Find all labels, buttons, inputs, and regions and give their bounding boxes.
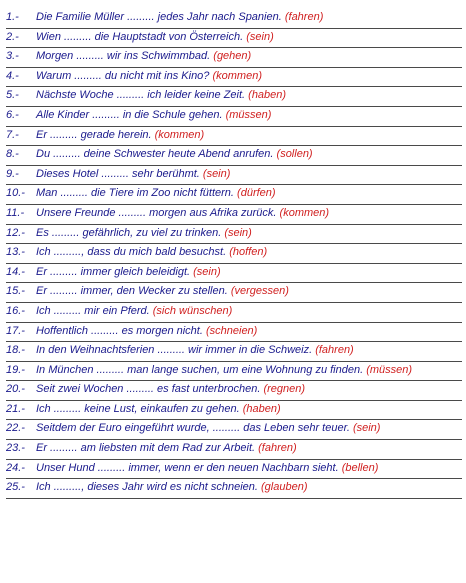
sentence-text: Er ......... am liebsten mit dem Rad zur Arbeit. bbox=[36, 442, 256, 455]
verb-hint: (fahren) bbox=[258, 442, 297, 455]
exercise-row bbox=[6, 68, 462, 88]
exercise-sentence bbox=[36, 284, 289, 298]
verb-hint: (sich wünschen) bbox=[152, 304, 233, 317]
verb-hint: (vergessen) bbox=[230, 285, 289, 298]
sentence-text: Ich ........., dieses Jahr wird es nicht schneien. bbox=[36, 481, 258, 494]
exercise-row bbox=[6, 440, 462, 460]
exercise-number: 4.- bbox=[6, 69, 19, 82]
sentence-text: Ich ......... mir ein Pferd. bbox=[36, 304, 150, 317]
sentence-text: Er ......... immer gleich beleidigt. bbox=[36, 265, 191, 278]
exercise-sentence bbox=[36, 421, 380, 435]
exercise-row bbox=[6, 87, 462, 107]
exercise-sentence bbox=[36, 30, 274, 44]
exercise-sentence bbox=[36, 147, 313, 161]
exercise-row bbox=[6, 185, 462, 205]
sentence-text: Morgen ......... wir ins Schwimmbad. bbox=[36, 50, 211, 63]
exercise-sentence bbox=[36, 265, 221, 279]
exercise-row bbox=[6, 205, 462, 225]
exercise-number: 20.- bbox=[6, 383, 25, 396]
exercise-row bbox=[6, 146, 462, 166]
sentence-text: Nächste Woche ......... ich leider keine Zeit. bbox=[36, 89, 246, 102]
exercise-row bbox=[6, 283, 462, 303]
verb-hint: (dürfen) bbox=[237, 187, 276, 200]
exercise-row bbox=[6, 225, 462, 245]
sentence-text: Ich ......... keine Lust, einkaufen zu gehen. bbox=[36, 402, 240, 415]
exercise-number: 12.- bbox=[6, 226, 25, 239]
sentence-text: Du ......... deine Schwester heute Abend anrufen. bbox=[36, 148, 274, 161]
verb-hint: (kommen) bbox=[279, 206, 330, 219]
verb-hint: (kommen) bbox=[154, 128, 205, 141]
exercise-number: 25.- bbox=[6, 481, 25, 494]
sentence-text: Wien ......... die Hauptstadt von Österreich. bbox=[36, 30, 244, 43]
verb-hint: (kommen) bbox=[212, 69, 262, 82]
exercise-number: 23.- bbox=[6, 442, 25, 455]
exercise-sheet bbox=[6, 9, 462, 499]
exercise-number: 7.- bbox=[6, 128, 19, 141]
exercise-sentence bbox=[36, 441, 297, 455]
exercise-number: 8.- bbox=[6, 148, 19, 161]
verb-hint: (sein) bbox=[193, 265, 221, 278]
exercise-sentence bbox=[36, 480, 307, 494]
exercise-row bbox=[6, 401, 462, 421]
exercise-sentence bbox=[36, 186, 276, 200]
exercise-row bbox=[6, 166, 462, 186]
exercise-row bbox=[6, 420, 462, 440]
exercise-sentence bbox=[36, 402, 281, 416]
exercise-number: 14.- bbox=[6, 265, 25, 278]
sentence-text: Man ......... die Tiere im Zoo nicht füttern. bbox=[36, 187, 234, 200]
exercise-number: 19.- bbox=[6, 363, 25, 376]
verb-hint: (haben) bbox=[242, 402, 281, 415]
exercise-row bbox=[6, 9, 462, 29]
exercise-sentence bbox=[36, 49, 251, 63]
exercise-number: 10.- bbox=[6, 187, 25, 200]
sentence-text: Seitdem der Euro eingeführt wurde, ......... das Leben sehr teuer. bbox=[36, 422, 350, 435]
exercise-row bbox=[6, 264, 462, 284]
exercise-sentence bbox=[36, 363, 412, 377]
sentence-text: Ich ........., dass du mich bald besuchst. bbox=[36, 246, 227, 259]
exercise-row bbox=[6, 323, 462, 343]
exercise-number: 11.- bbox=[6, 206, 25, 219]
exercise-sentence bbox=[36, 10, 323, 24]
exercise-row bbox=[6, 107, 462, 127]
sentence-text: Er ......... gerade herein. bbox=[36, 128, 152, 141]
verb-hint: (haben) bbox=[248, 89, 287, 102]
exercise-sentence bbox=[36, 206, 329, 220]
exercise-sentence bbox=[36, 108, 271, 122]
exercise-sentence bbox=[36, 343, 354, 357]
verb-hint: (sein) bbox=[202, 167, 231, 180]
exercise-row bbox=[6, 48, 462, 68]
exercise-row bbox=[6, 244, 462, 264]
verb-hint: (sein) bbox=[246, 30, 274, 43]
exercise-number: 21.- bbox=[6, 402, 25, 415]
sentence-text: In den Weihnachtsferien ......... wir immer in die Schweiz. bbox=[36, 344, 313, 357]
sentence-text: Die Familie Müller ......... jedes Jahr nach Spanien. bbox=[36, 11, 282, 23]
exercise-number: 16.- bbox=[6, 304, 25, 317]
exercise-row bbox=[6, 342, 462, 362]
sentence-text: Hoffentlich ......... es morgen nicht. bbox=[36, 324, 203, 337]
exercise-number: 9.- bbox=[6, 167, 19, 180]
exercise-sentence bbox=[36, 226, 252, 240]
sentence-text: Unsere Freunde ......... morgen aus Afrika zurück. bbox=[36, 206, 277, 219]
exercise-row bbox=[6, 127, 462, 147]
exercise-row bbox=[6, 29, 462, 49]
sentence-text: Dieses Hotel ......... sehr berühmt. bbox=[36, 167, 200, 180]
sentence-text: Alle Kinder ......... in die Schule gehen. bbox=[36, 108, 223, 121]
sentence-text: In München ......... man lange suchen, um eine Wohnung zu finden. bbox=[36, 363, 364, 376]
exercise-number: 15.- bbox=[6, 285, 25, 298]
verb-hint: (fahren) bbox=[315, 344, 354, 357]
exercise-number: 1.- bbox=[6, 11, 19, 23]
exercise-sentence bbox=[36, 167, 230, 181]
exercise-row bbox=[6, 479, 462, 499]
exercise-row bbox=[6, 362, 462, 382]
exercise-number: 2.- bbox=[6, 30, 19, 43]
sentence-text: Seit zwei Wochen ......... es fast unterbrochen. bbox=[36, 383, 261, 396]
verb-hint: (bellen) bbox=[341, 461, 379, 474]
exercise-number: 5.- bbox=[6, 89, 19, 102]
verb-hint: (sein) bbox=[352, 422, 381, 435]
exercise-row bbox=[6, 460, 462, 480]
exercise-sentence bbox=[36, 69, 262, 83]
exercise-sentence bbox=[36, 461, 378, 475]
verb-hint: (hoffen) bbox=[229, 246, 268, 259]
verb-hint: (regnen) bbox=[263, 383, 306, 396]
verb-hint: (schneien) bbox=[205, 324, 258, 337]
exercise-number: 18.- bbox=[6, 344, 25, 357]
sentence-text: Er ......... immer, den Wecker zu stellen. bbox=[36, 285, 228, 298]
sentence-text: Es ......... gefährlich, zu viel zu trinken. bbox=[36, 226, 222, 239]
sentence-text: Unser Hund ......... immer, wenn er den neuen Nachbarn sieht. bbox=[36, 461, 339, 474]
verb-hint: (gehen) bbox=[213, 50, 252, 63]
sentence-text: Warum ......... du nicht mit ins Kino? bbox=[36, 69, 210, 82]
verb-hint: (fahren) bbox=[284, 11, 324, 23]
verb-hint: (müssen) bbox=[225, 108, 272, 121]
exercise-sentence bbox=[36, 382, 305, 396]
exercise-sentence bbox=[36, 304, 232, 318]
exercise-sentence bbox=[36, 128, 204, 142]
exercise-number: 22.- bbox=[6, 422, 25, 435]
exercise-number: 24.- bbox=[6, 461, 25, 474]
verb-hint: (müssen) bbox=[366, 363, 413, 376]
exercise-sentence bbox=[36, 324, 257, 338]
exercise-number: 6.- bbox=[6, 108, 19, 121]
exercise-number: 17.- bbox=[6, 324, 25, 337]
exercise-sentence bbox=[36, 245, 267, 259]
exercise-row bbox=[6, 303, 462, 323]
exercise-number: 13.- bbox=[6, 246, 25, 259]
exercise-row bbox=[6, 381, 462, 401]
exercise-number: 3.- bbox=[6, 50, 19, 63]
exercise-sentence bbox=[36, 88, 286, 102]
verb-hint: (sein) bbox=[224, 226, 252, 239]
verb-hint: (glauben) bbox=[261, 481, 308, 494]
verb-hint: (sollen) bbox=[276, 148, 313, 161]
